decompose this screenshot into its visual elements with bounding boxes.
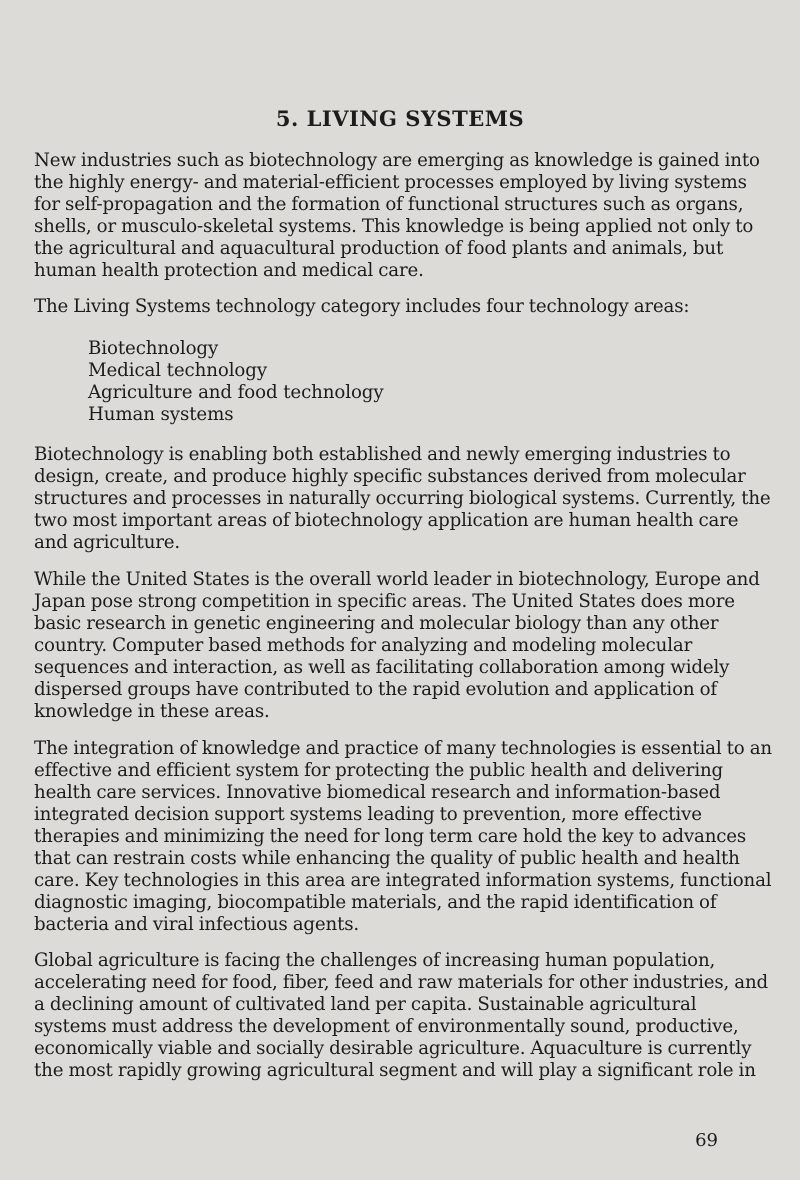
intro-paragraph xyxy=(34,150,760,282)
text-line: accelerating need for food, fiber, feed and raw materials for other industries, and xyxy=(34,972,769,993)
technology-area-list xyxy=(88,338,384,426)
text-line: the agricultural and aquacultural production of food plants and animals, but xyxy=(34,238,724,259)
health-integration-paragraph xyxy=(34,738,772,936)
text-line: effective and efficient system for protecting the public health and delivering xyxy=(34,760,724,781)
text-line: two most important areas of biotechnology application are human health care xyxy=(34,510,739,531)
text-line: economically viable and socially desirable agriculture. Aquaculture is currently xyxy=(34,1038,752,1059)
text-line: integrated decision support systems leading to prevention, more effective xyxy=(34,804,702,825)
text-line: the most rapidly growing agricultural segment and will play a significant role in xyxy=(34,1060,756,1081)
text-line: basic research in genetic engineering and molecular biology than any other xyxy=(34,613,719,634)
text-line: and agriculture. xyxy=(34,532,181,553)
text-line: While the United States is the overall world leader in biotechnology, Europe and xyxy=(34,569,760,590)
text-line: dispersed groups have contributed to the rapid evolution and application of xyxy=(34,679,717,700)
category-intro-paragraph xyxy=(34,296,754,318)
text-line: The integration of knowledge and practice of many technologies is essential to an xyxy=(34,738,772,759)
text-line: systems must address the development of environmentally sound, productive, xyxy=(34,1016,739,1037)
text-line: health care services. Innovative biomedical research and information-based xyxy=(34,782,721,803)
text-line: for self-propagation and the formation of functional structures such as organs, xyxy=(34,194,744,215)
text-line: New industries such as biotechnology are emerging as knowledge is gained into xyxy=(34,150,760,171)
section-heading: 5. LIVING SYSTEMS xyxy=(275,106,525,131)
text-line: care. Key technologies in this area are integrated information systems, functional xyxy=(34,870,772,891)
list-item: Biotechnology xyxy=(88,338,219,359)
text-line: shells, or musculo-skeletal systems. This knowledge is being applied not only to xyxy=(34,216,754,237)
text-line: Global agriculture is facing the challenges of increasing human population, xyxy=(34,950,716,971)
page-number: 69 xyxy=(695,1130,718,1151)
text-line: The Living Systems technology category includes four technology areas: xyxy=(34,296,690,317)
world-leader-paragraph xyxy=(34,569,760,723)
text-line: therapies and minimizing the need for long term care hold the key to advances xyxy=(34,826,747,847)
text-line: human health protection and medical care. xyxy=(34,260,424,281)
text-line: sequences and interaction, as well as facilitating collaboration among widely xyxy=(34,657,730,678)
global-agriculture-paragraph xyxy=(34,950,769,1082)
text-line: a declining amount of cultivated land per capita. Sustainable agricultural xyxy=(34,994,697,1015)
text-line: diagnostic imaging, biocompatible materials, and the rapid identification of xyxy=(34,892,717,913)
text-line: that can restrain costs while enhancing the quality of public health and health xyxy=(34,848,740,869)
text-line: knowledge in these areas. xyxy=(34,701,270,722)
biotechnology-paragraph xyxy=(34,444,771,554)
text-line: the highly energy- and material-efficient processes employed by living systems xyxy=(34,172,747,193)
text-line: Biotechnology is enabling both established and newly emerging industries to xyxy=(34,444,731,465)
text-line: structures and processes in naturally occurring biological systems. Currently, the xyxy=(34,488,771,509)
text-line: design, create, and produce highly specific substances derived from molecular xyxy=(34,466,746,487)
list-item: Agriculture and food technology xyxy=(88,382,384,403)
list-item: Human systems xyxy=(88,404,234,425)
text-line: Japan pose strong competition in specific areas. The United States does more xyxy=(34,591,735,612)
text-line: bacteria and viral infectious agents. xyxy=(34,914,360,935)
list-item: Medical technology xyxy=(88,360,267,381)
text-line: country. Computer based methods for analyzing and modeling molecular xyxy=(34,635,693,656)
